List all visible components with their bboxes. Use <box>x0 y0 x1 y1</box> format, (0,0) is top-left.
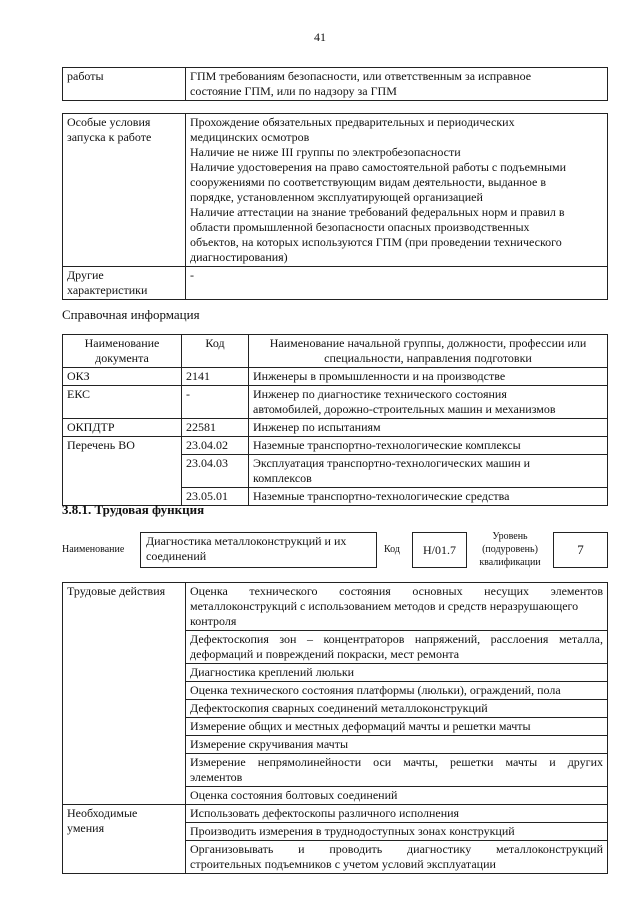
ref-name: Инженер по испытаниям <box>249 419 608 437</box>
function-code-box: Н/01.7 <box>412 532 467 568</box>
ref-row-eks <box>63 386 608 419</box>
ref-code: 23.04.03 <box>182 455 249 488</box>
actions-table <box>62 582 608 874</box>
skill-item: Производить измерения в труднодоступных зонах конструкций <box>186 823 608 841</box>
other-characteristics-label: Другие характеристики <box>63 267 186 300</box>
ref-header-code: Код <box>182 335 249 368</box>
level-value-box: 7 <box>553 532 608 568</box>
reference-info-title: Справочная информация <box>62 307 200 322</box>
continuation-left: работы <box>63 68 186 101</box>
action-item: Оценка технического состояния платформы (люльки), ограждений, пола <box>186 682 608 700</box>
level-label: Уровень (подуровень) квалификации <box>479 531 541 568</box>
ref-code: 2141 <box>182 368 249 386</box>
function-code-label: Код <box>384 544 400 555</box>
ref-row-okz <box>63 368 608 386</box>
ref-row-vo-1 <box>63 437 608 455</box>
ref-doc: Перечень ВО <box>63 437 182 506</box>
function-heading: 3.8.1. Трудовая функция <box>62 502 205 517</box>
ref-row-okpdtr <box>63 419 608 437</box>
ref-code: - <box>182 386 249 419</box>
action-item: Измерение непрямолинейности оси мачты, решетки мачты и других элементов <box>186 754 608 787</box>
continuation-right: ГПМ требованиям безопасности, или ответственным за исправное состояние ГПМ, или по надзору за ГПМ <box>186 68 608 101</box>
ref-name: Наземные транспортно-технологические средства <box>249 488 608 506</box>
function-name-label: Наименование <box>62 544 125 555</box>
ref-name: Наземные транспортно-технологические комплексы <box>249 437 608 455</box>
action-item: Оценка технического состояния основных несущих элементов металлоконструкций с использованием методов и средств неразрушающего контроля <box>186 583 608 631</box>
ref-code: 22581 <box>182 419 249 437</box>
skill-item: Организовывать и проводить диагностику металлоконструкций строительных подъемников с учетом условий эксплуатации <box>186 841 608 874</box>
ref-code: 23.04.02 <box>182 437 249 455</box>
special-conditions-value: Прохождение обязательных предварительных и периодических медицинских осмотров Наличие не ниже III группы по электробезопасности Наличие удостоверения на право самостоятельной работы с подъемными сооружениями по соответствующим видам деятельности, выданное в порядке, установленном эксплуатирующей организацией Наличие аттестации на знание требований федеральных норм и правил в области промышленной безопасности опасных производственных объектов, на которых используются ГПМ (при проведении технического диагностирования) <box>186 114 608 267</box>
action-item: Дефектоскопия зон – концентраторов напряжений, расслоения металла, деформаций и повреждений покраски, мест ремонта <box>186 631 608 664</box>
ref-name: Эксплуатация транспортно-технологических машин и комплексов <box>249 455 608 488</box>
skill-item: Использовать дефектоскопы различного исполнения <box>186 805 608 823</box>
conditions-table <box>62 113 608 300</box>
ref-header-document: Наименование документа <box>63 335 182 368</box>
ref-name: Инженер по диагностике технического состояния автомобилей, дорожно-строительных машин и механизмов <box>249 386 608 419</box>
ref-code: 23.05.01 <box>182 488 249 506</box>
required-skills-label: Необходимые умения <box>63 805 186 874</box>
ref-header-name: Наименование начальной группы, должности, профессии или специальности, направления подготовки <box>249 335 608 368</box>
other-characteristics-value: - <box>186 267 608 300</box>
continuation-table <box>62 67 608 101</box>
action-item: Измерение скручивания мачты <box>186 736 608 754</box>
page-number: 41 <box>314 30 326 44</box>
ref-name: Инженеры в промышленности и на производстве <box>249 368 608 386</box>
function-name-box: Диагностика металлоконструкций и их соединений <box>140 532 377 568</box>
ref-doc: ОКЗ <box>63 368 182 386</box>
action-item: Оценка состояния болтовых соединений <box>186 787 608 805</box>
ref-doc: ОКПДТР <box>63 419 182 437</box>
action-item: Дефектоскопия сварных соединений металлоконструкций <box>186 700 608 718</box>
ref-doc: ЕКС <box>63 386 182 419</box>
labor-actions-label: Трудовые действия <box>63 583 186 805</box>
action-item: Измерение общих и местных деформаций мачты и решетки мачты <box>186 718 608 736</box>
reference-table <box>62 334 608 506</box>
action-item: Диагностика креплений люльки <box>186 664 608 682</box>
special-conditions-label: Особые условия запуска к работе <box>63 114 186 267</box>
